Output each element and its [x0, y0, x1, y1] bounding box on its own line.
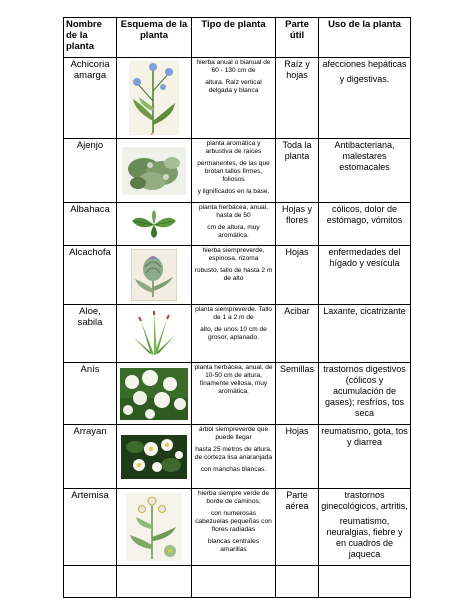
use-text: enfermedades del hígado y vesícula: [328, 247, 401, 268]
table-row: [64, 246, 411, 305]
plant-use: [319, 139, 411, 203]
plant-scheme: [117, 246, 192, 305]
use-text: reumatismo, neuralgias, fiebre y en cuadros de jaqueca: [326, 516, 403, 559]
plant-use: [319, 363, 411, 425]
table-row: [64, 425, 411, 489]
chicory-illustration: [129, 61, 179, 135]
type-text: hasta 25 metros de altura, de corteza lisa anaranjada: [194, 446, 273, 461]
table-row: [64, 305, 411, 363]
type-text: y lignificados en la base.: [197, 188, 270, 195]
plant-scheme: [117, 305, 192, 363]
table-row: [64, 363, 411, 425]
plant-type: [192, 489, 276, 566]
use-text: afecciones hepáticas: [322, 59, 407, 69]
empty-cell: [192, 566, 276, 598]
table-row-empty: [64, 566, 411, 598]
use-text: Laxante, cicatrizante: [323, 306, 406, 316]
type-text: planta herbácea, anual, hasta de 50: [199, 204, 268, 219]
anise-photo: [120, 368, 188, 420]
use-text: cólicos, dolor de estómago, vómitos: [326, 204, 403, 225]
plant-type: [192, 305, 276, 363]
type-text: planta siempreverde. Tallo de 1 a 2 m de: [195, 306, 272, 321]
type-text: alto, de unos 10 cm de grosor, aplanado.: [200, 326, 267, 341]
use-text: Antibacteriana, malestares estomacales: [334, 140, 395, 172]
table-row: [64, 489, 411, 566]
plant-name: Aloe, sabila: [64, 305, 117, 363]
plant-part: Parte aérea: [276, 489, 319, 566]
plant-type: [192, 139, 276, 203]
header-use: Uso de la planta: [319, 18, 411, 58]
use-text: trastornos digestivos (cólicos y acumulación de gases); resfríos, tos seca: [323, 364, 406, 418]
empty-cell: [64, 566, 117, 598]
plant-type: [192, 58, 276, 139]
type-text: planta herbácea, anual, de 10-50 cm de altura, finamente vellosa, muy aromática.: [194, 364, 273, 395]
plant-name: Alcachofa: [64, 246, 117, 305]
plant-use: [319, 203, 411, 246]
plant-part: Hojas: [276, 246, 319, 305]
aloe-photo: [129, 311, 179, 357]
type-text: blancas centrales amarillas: [207, 538, 260, 553]
type-text: planta aromática y arbustiva de raíces: [205, 140, 262, 155]
plant-part: Semillas: [276, 363, 319, 425]
type-text: altura. Raíz vertical delgada y blanca: [205, 79, 262, 94]
artichoke-illustration: [131, 249, 177, 301]
type-text: robusto, tallo de hasta 2 m de alto: [194, 267, 273, 282]
header-scheme: Esquema de la planta: [117, 18, 192, 58]
type-text: cm de altura, muy aromática.: [207, 224, 260, 239]
type-text: árbol siempreverde que puede llegar: [198, 426, 269, 441]
use-text: trastornos ginecológicos, artritis,: [321, 490, 408, 511]
use-text: y digestivas.: [339, 74, 390, 84]
header-row: [64, 18, 411, 58]
plant-scheme: [117, 425, 192, 489]
use-text: reumatismo, gota, tos y diarrea: [321, 426, 408, 447]
plant-part: Hojas: [276, 425, 319, 489]
plant-scheme: [117, 203, 192, 246]
table-row: [64, 139, 411, 203]
type-text: hierba siempre verde de borde de caminos,: [197, 490, 270, 505]
type-text: con numerosas cabezuelas pequeñas con flores radiadas: [195, 510, 272, 533]
plant-name: Artemisa: [64, 489, 117, 566]
plant-part: Toda la planta: [276, 139, 319, 203]
plant-use: [319, 305, 411, 363]
plant-type: [192, 425, 276, 489]
plant-name: Achicoria amarga: [64, 58, 117, 139]
plant-part: Hojas y flores: [276, 203, 319, 246]
plant-part: Raíz y hojas: [276, 58, 319, 139]
header-name: Nombre de la planta: [64, 18, 117, 58]
plant-name: Albahaca: [64, 203, 117, 246]
myrtle-photo: [121, 435, 187, 479]
header-part: Parte útil: [276, 18, 319, 58]
plant-scheme: [117, 363, 192, 425]
wormwood-photo: [122, 147, 186, 195]
type-text: hierba anual o bianual de 60 - 130 cm de: [196, 59, 271, 74]
type-text: hierba siempreverde, espinosa, rizoma: [202, 247, 265, 262]
plant-type: [192, 363, 276, 425]
plant-use: [319, 425, 411, 489]
plant-use: [319, 58, 411, 139]
plant-scheme: [117, 58, 192, 139]
plant-type: [192, 246, 276, 305]
empty-cell: [276, 566, 319, 598]
basil-photo: [126, 209, 182, 239]
empty-cell: [117, 566, 192, 598]
plant-name: Arrayan: [64, 425, 117, 489]
plants-table: [63, 17, 411, 598]
plant-use: [319, 246, 411, 305]
plant-type: [192, 203, 276, 246]
plant-name: Anís: [64, 363, 117, 425]
type-text: permanentes, de las que brotan tallos firmes, foliosos: [197, 160, 270, 183]
empty-cell: [319, 566, 411, 598]
plant-use: [319, 489, 411, 566]
plant-name: Ajenjo: [64, 139, 117, 203]
type-text: con manchas blancas.: [200, 466, 267, 473]
table-row: [64, 203, 411, 246]
header-type: Tipo de planta: [192, 18, 276, 58]
plant-scheme: [117, 139, 192, 203]
plant-part: Acibar: [276, 305, 319, 363]
table-row: [64, 58, 411, 139]
plant-scheme: [117, 489, 192, 566]
mugwort-illustration: [126, 493, 182, 561]
